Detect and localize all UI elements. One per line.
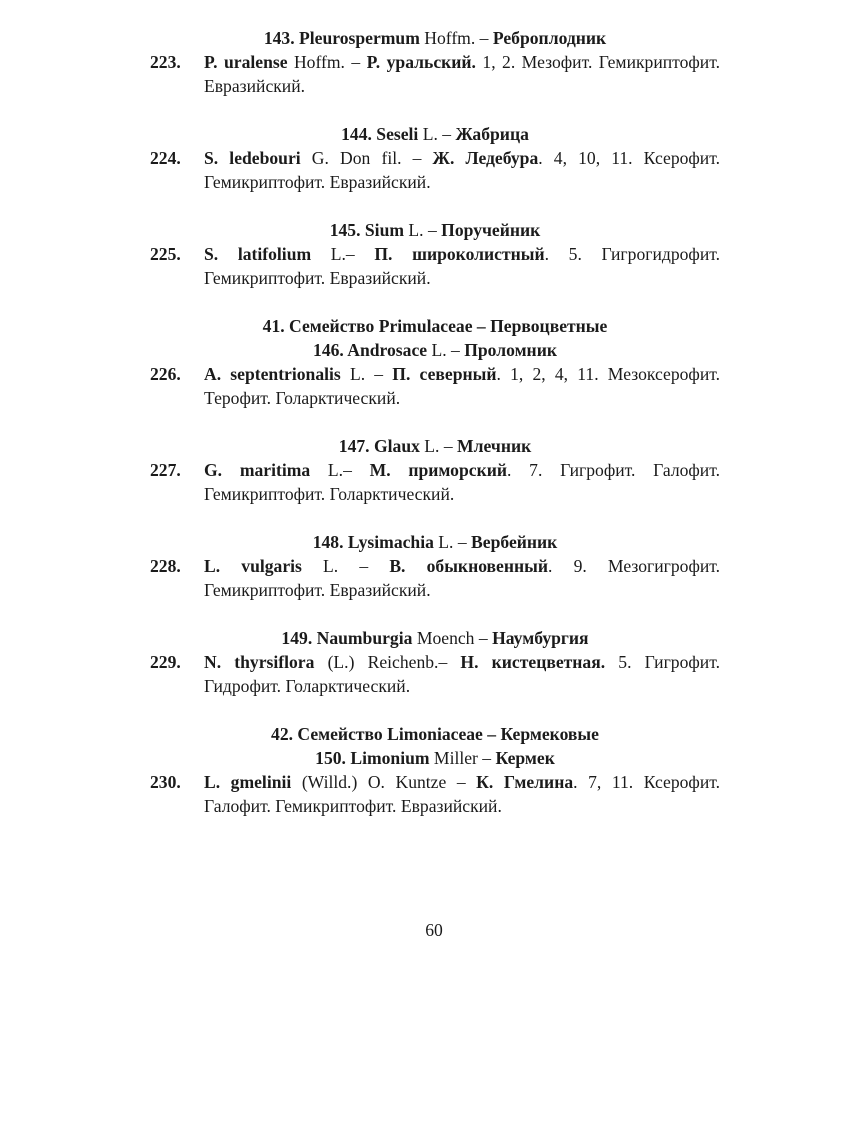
species-entry — [150, 146, 720, 194]
genus-author: L. – — [433, 532, 472, 552]
species-author: (Willd.) O. Kuntze – — [291, 772, 477, 792]
species-russian-name: К. Гмелина — [476, 772, 574, 792]
species-scientific-name: A. septentrionalis — [204, 364, 341, 384]
genus-russian-name: Вербейник — [471, 532, 558, 552]
species-scientific-name: N. thyrsiflora — [204, 652, 315, 672]
page-number: 60 — [425, 920, 443, 940]
genus-name: 149. Naumburgia — [281, 628, 413, 648]
species-number: 227. — [150, 460, 181, 480]
genus-name: 147. Glaux — [338, 436, 420, 456]
genus-author: Moench – — [412, 628, 493, 648]
genus-name: 143. Pleurospermum — [263, 28, 420, 48]
species-entry — [150, 50, 720, 98]
genus-author: Hoffm. – — [419, 28, 493, 48]
species-entry — [150, 242, 720, 290]
species-scientific-name: L. vulgaris — [204, 556, 302, 576]
genus-heading — [150, 218, 720, 242]
species-number: 223. — [150, 52, 181, 72]
genus-name: 145. Sium — [329, 220, 405, 240]
species-author: L. – — [301, 556, 390, 576]
species-russian-name: В. обыкновенный — [389, 556, 549, 576]
genus-russian-name: Поручейник — [441, 220, 541, 240]
species-number: 228. — [150, 556, 181, 576]
genus-heading — [150, 434, 720, 458]
species-russian-name: P. уральский. — [366, 52, 476, 72]
genus-heading — [150, 26, 720, 50]
genus-author: Miller – — [429, 748, 496, 768]
species-number: 229. — [150, 652, 181, 672]
species-russian-name: П. широколистный — [374, 244, 545, 264]
genus-author: L. – — [418, 124, 456, 144]
genus-heading — [150, 626, 720, 650]
species-description: . 1, 2, 4, 11. Мезоксерофит. Терофит. Голарктический. — [204, 364, 720, 408]
species-author: Hoffm. – — [287, 52, 367, 72]
species-scientific-name: P. uralense — [204, 52, 288, 72]
species-russian-name: П. северный — [392, 364, 497, 384]
genus-author: L. – — [404, 220, 442, 240]
species-entry — [150, 362, 720, 410]
species-number: 225. — [150, 244, 181, 264]
species-scientific-name: S. latifolium — [204, 244, 312, 264]
species-description: . 7. Гигрофит. Галофит. Гемикриптофит. Голарктический. — [204, 460, 720, 504]
genus-heading — [150, 122, 720, 146]
species-author: (L.) Reichenb.– — [314, 652, 461, 672]
species-number: 230. — [150, 772, 181, 792]
species-author: L.– — [311, 244, 375, 264]
family-heading: 41. Семейство Primulaceae – Первоцветные — [262, 316, 608, 336]
genus-name: 144. Seseli — [341, 124, 419, 144]
species-entry — [150, 650, 720, 698]
species-description: 5. Гигрофит. Гидрофит. Голарктический. — [204, 652, 720, 696]
species-number: 226. — [150, 364, 181, 384]
species-author: L.– — [310, 460, 370, 480]
family-heading: 42. Семейство Limoniaceae – Кермековые — [271, 724, 599, 744]
species-russian-name: Н. кистецветная. — [460, 652, 606, 672]
genus-russian-name: Жабрица — [455, 124, 529, 144]
genus-name: 148. Lysimachia — [312, 532, 434, 552]
species-description: . 4, 10, 11. Ксерофит. Гемикриптофит. Евразийский. — [204, 148, 720, 192]
species-description: 1, 2. Мезофит. Гемикриптофит. Евразийский. — [204, 52, 720, 96]
species-entry — [150, 770, 720, 818]
genus-russian-name: Проломник — [464, 340, 557, 360]
genus-author: L. – — [419, 436, 458, 456]
genus-russian-name: Наумбургия — [492, 628, 589, 648]
genus-name: 150. Limonium — [315, 748, 430, 768]
species-author: L. – — [340, 364, 393, 384]
species-russian-name: Ж. Ледебура — [432, 148, 539, 168]
genus-heading — [150, 338, 720, 362]
species-author: G. Don fil. – — [300, 148, 433, 168]
genus-heading — [150, 746, 720, 770]
page-content — [150, 26, 720, 842]
species-scientific-name: L. gmelinii — [204, 772, 292, 792]
species-entry — [150, 554, 720, 602]
genus-russian-name: Кермек — [495, 748, 555, 768]
species-entry — [150, 458, 720, 506]
species-description: . 9. Мезогигрофит. Гемикриптофит. Евразийский. — [204, 556, 721, 600]
genus-heading — [150, 530, 720, 554]
genus-name: 146. Androsace — [313, 340, 428, 360]
species-description: . 5. Гигрогидрофит. Гемикриптофит. Евразийский. — [204, 244, 720, 288]
genus-russian-name: Реброплодник — [492, 28, 607, 48]
species-number: 224. — [150, 148, 181, 168]
species-description: . 7, 11. Ксерофит. Галофит. Гемикриптофит. Евразийский. — [204, 772, 720, 816]
species-scientific-name: G. maritima — [204, 460, 311, 480]
species-russian-name: М. приморский — [369, 460, 507, 480]
species-scientific-name: S. ledebouri — [204, 148, 301, 168]
genus-author: L. – — [427, 340, 465, 360]
genus-russian-name: Млечник — [457, 436, 532, 456]
